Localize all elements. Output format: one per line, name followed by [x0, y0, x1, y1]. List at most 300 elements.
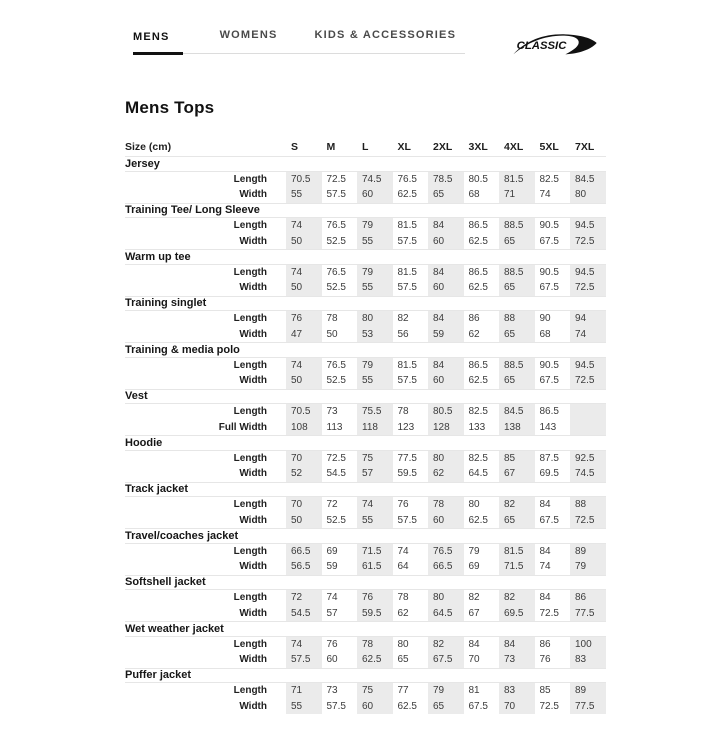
- measure-value: 72.5: [539, 607, 559, 619]
- measure-value: 62.5: [397, 700, 417, 712]
- size-column-header: 7XL: [575, 140, 595, 153]
- measure-value: 94.5: [570, 358, 606, 374]
- measure-value: 84: [428, 358, 464, 374]
- measurement-row: [125, 187, 606, 203]
- measurement-row: [125, 404, 606, 420]
- measure-value: 57.5: [286, 652, 322, 668]
- table-header-row: [125, 137, 606, 156]
- measure-value: 84: [428, 311, 464, 327]
- category-name: Track jacket: [125, 483, 188, 496]
- measure-value: 90: [539, 313, 551, 325]
- measure-value: 94: [570, 311, 606, 327]
- measure-value: 74: [539, 561, 551, 573]
- measure-value: 47: [286, 327, 322, 343]
- measure-value: 57.5: [397, 375, 417, 387]
- category-name: Wet weather jacket: [125, 622, 224, 635]
- measure-value: 88.5: [499, 358, 535, 374]
- measure-value: 74.5: [357, 172, 393, 188]
- measure-value: 57.5: [397, 514, 417, 526]
- measure-value: 52.5: [326, 282, 346, 294]
- measure-value: 68: [539, 328, 551, 340]
- measure-value: 66.5: [286, 544, 322, 560]
- measure-value: 138: [499, 420, 535, 436]
- measure-value: 81.5: [397, 359, 417, 371]
- measure-value: 92.5: [570, 451, 606, 467]
- measure-value: 60: [428, 513, 464, 529]
- measure-value: 90.5: [539, 266, 559, 278]
- measure-value: 76.5: [326, 266, 346, 278]
- size-column-header: L: [362, 140, 369, 153]
- measure-value: 65: [428, 187, 464, 203]
- measure-value: 67: [468, 607, 480, 619]
- measure-value: 80: [357, 311, 393, 327]
- measure-value: 80: [468, 499, 480, 511]
- measure-value: 59: [428, 327, 464, 343]
- measure-value: 133: [468, 421, 486, 433]
- category-name: Training & media polo: [125, 343, 240, 356]
- measure-value: 72: [286, 590, 322, 606]
- category-row: [125, 668, 606, 684]
- measure-label: Full Width: [218, 421, 267, 433]
- measure-value: [570, 404, 606, 420]
- category-row: [125, 575, 606, 591]
- category-name: Warm up tee: [125, 250, 191, 263]
- category-row: [125, 528, 606, 544]
- measurement-row: [125, 637, 606, 653]
- measure-value: 57: [357, 466, 393, 482]
- measure-value: 128: [428, 420, 464, 436]
- measure-value: 71.5: [499, 559, 535, 575]
- measure-value: 77.5: [570, 606, 606, 622]
- measure-label: Length: [233, 452, 267, 464]
- measure-value: 73: [326, 406, 338, 418]
- measure-value: 81.5: [499, 172, 535, 188]
- measure-value: 74: [286, 637, 322, 653]
- measure-value: 78: [357, 637, 393, 653]
- size-column-header: 2XL: [433, 140, 453, 153]
- measure-label: Length: [233, 685, 267, 697]
- measure-value: 67.5: [428, 652, 464, 668]
- measure-value: 66.5: [428, 559, 464, 575]
- measure-value: 74: [570, 327, 606, 343]
- measure-value: 60: [428, 373, 464, 389]
- measure-value: 82: [499, 497, 535, 513]
- category-row: [125, 156, 606, 172]
- size-table: [125, 137, 606, 714]
- measure-value: 76: [357, 590, 393, 606]
- measurement-row: [125, 373, 606, 389]
- measure-value: 67.5: [539, 514, 559, 526]
- measure-value: 81.5: [397, 220, 417, 232]
- measurement-row: [125, 513, 606, 529]
- measure-value: 52: [286, 466, 322, 482]
- measure-value: 78.5: [428, 172, 464, 188]
- measure-value: 70: [286, 497, 322, 513]
- measure-value: 100: [570, 637, 606, 653]
- measure-value: 62.5: [468, 282, 488, 294]
- measure-value: 143: [539, 421, 557, 433]
- category-name: Vest: [125, 390, 148, 403]
- measure-value: 60: [357, 699, 393, 715]
- measure-value: 86: [539, 638, 551, 650]
- measure-value: 87.5: [539, 452, 559, 464]
- measure-value: 59.5: [357, 606, 393, 622]
- measure-value: 69.5: [499, 606, 535, 622]
- measure-value: 84: [539, 592, 551, 604]
- measure-value: 76: [286, 311, 322, 327]
- measurement-row: [125, 497, 606, 513]
- measure-value: 62: [468, 328, 480, 340]
- measure-value: 82: [468, 592, 480, 604]
- measure-value: 79: [357, 265, 393, 281]
- measure-value: 85: [539, 685, 551, 697]
- measure-value: 60: [357, 187, 393, 203]
- measure-value: 86.5: [539, 406, 559, 418]
- measure-label: Length: [233, 220, 267, 232]
- measure-value: 60: [428, 234, 464, 250]
- measure-value: 68: [468, 189, 480, 201]
- measure-value: 88.5: [499, 265, 535, 281]
- measure-value: 81.5: [499, 544, 535, 560]
- measure-value: 86: [570, 590, 606, 606]
- category-row: [125, 296, 606, 312]
- measure-value: 59.5: [397, 468, 417, 480]
- category-name: Training singlet: [125, 297, 207, 310]
- measure-value: 118: [357, 420, 393, 436]
- measurement-row: [125, 652, 606, 668]
- measure-value: 70: [468, 654, 480, 666]
- measure-value: 83: [499, 683, 535, 699]
- measure-value: 94.5: [570, 265, 606, 281]
- measure-value: 67.5: [539, 282, 559, 294]
- measure-label: Length: [233, 266, 267, 278]
- measure-value: 69.5: [539, 468, 559, 480]
- measure-value: 123: [397, 421, 415, 433]
- measure-value: 72.5: [570, 234, 606, 250]
- measurement-row: [125, 327, 606, 343]
- measurement-row: [125, 234, 606, 250]
- measure-value: 65: [499, 280, 535, 296]
- measure-value: 74: [539, 189, 551, 201]
- measure-value: 72.5: [570, 513, 606, 529]
- measurement-row: [125, 544, 606, 560]
- measurement-row: [125, 559, 606, 575]
- measure-value: 86.5: [468, 266, 488, 278]
- measure-value: 81: [468, 685, 480, 697]
- measure-value: 71: [499, 187, 535, 203]
- measure-value: 72.5: [570, 373, 606, 389]
- measure-value: 75: [357, 683, 393, 699]
- measure-value: 59: [326, 561, 338, 573]
- measure-value: 84: [539, 545, 551, 557]
- measurement-row: [125, 358, 606, 374]
- measure-value: 52.5: [326, 375, 346, 387]
- measure-value: 69: [468, 561, 480, 573]
- measure-value: 52.5: [326, 235, 346, 247]
- measure-value: 72: [326, 499, 338, 511]
- measure-value: 74: [397, 545, 409, 557]
- measure-label: Length: [233, 638, 267, 650]
- measure-value: 62: [397, 607, 409, 619]
- measure-value: 80: [428, 590, 464, 606]
- measure-value: 75: [357, 451, 393, 467]
- measure-value: 74: [286, 358, 322, 374]
- tab-womens[interactable]: WOMENS: [219, 29, 278, 41]
- measure-value: 52.5: [326, 514, 346, 526]
- measure-value: 57.5: [397, 282, 417, 294]
- measure-value: 82: [428, 637, 464, 653]
- measure-value: 85: [499, 451, 535, 467]
- size-column-header: 5XL: [539, 140, 559, 153]
- measurement-row: [125, 683, 606, 699]
- measurement-row: [125, 172, 606, 188]
- measure-value: 82: [397, 313, 409, 325]
- measure-label: Length: [233, 545, 267, 557]
- measure-label: Width: [239, 700, 267, 712]
- category-name: Hoodie: [125, 436, 163, 449]
- measure-value: 55: [286, 187, 322, 203]
- measure-label: Width: [239, 607, 267, 619]
- measure-value: 62.5: [397, 189, 417, 201]
- measure-value: 80: [428, 451, 464, 467]
- measure-value: 76: [397, 499, 409, 511]
- measure-label: Width: [239, 189, 267, 201]
- measure-value: 79: [468, 545, 480, 557]
- measure-value: 65: [428, 699, 464, 715]
- page-title: Mens Tops: [125, 98, 215, 117]
- measure-value: 89: [570, 544, 606, 560]
- measure-value: 72.5: [326, 452, 346, 464]
- measure-value: 88: [570, 497, 606, 513]
- measure-value: 83: [570, 652, 606, 668]
- measure-value: 72.5: [326, 173, 346, 185]
- measure-value: 84: [428, 265, 464, 281]
- measure-value: 76.5: [428, 544, 464, 560]
- category-row: [125, 621, 606, 637]
- measure-value: 80.5: [468, 173, 488, 185]
- measure-value: 61.5: [357, 559, 393, 575]
- measurement-row: [125, 280, 606, 296]
- measure-value: 79: [570, 559, 606, 575]
- measure-value: 67.5: [539, 375, 559, 387]
- measure-value: 84: [539, 499, 551, 511]
- measure-value: 64.5: [468, 468, 488, 480]
- measure-label: Width: [239, 654, 267, 666]
- measure-value: 70: [499, 699, 535, 715]
- measure-value: 65: [499, 327, 535, 343]
- measure-value: 108: [286, 420, 322, 436]
- measure-value: 82.5: [539, 173, 559, 185]
- measure-value: 73: [326, 685, 338, 697]
- measure-value: 57.5: [397, 235, 417, 247]
- measure-value: 55: [357, 234, 393, 250]
- measure-value: 79: [357, 218, 393, 234]
- category-row: [125, 435, 606, 451]
- category-row: [125, 389, 606, 405]
- measure-value: 89: [570, 683, 606, 699]
- measure-value: 84: [499, 637, 535, 653]
- measure-value: 90.5: [539, 359, 559, 371]
- category-name: Puffer jacket: [125, 669, 192, 682]
- category-row: [125, 342, 606, 358]
- measure-label: Length: [233, 359, 267, 371]
- measure-value: 88: [499, 311, 535, 327]
- measure-value: 78: [428, 497, 464, 513]
- measure-value: 79: [428, 683, 464, 699]
- measure-value: 62.5: [468, 514, 488, 526]
- measure-value: 84.5: [570, 172, 606, 188]
- measure-value: 81.5: [397, 266, 417, 278]
- measure-value: 86: [468, 313, 480, 325]
- measure-value: 80: [397, 638, 409, 650]
- measure-value: 69: [326, 545, 338, 557]
- measure-value: 80: [570, 187, 606, 203]
- measure-value: 56.5: [286, 559, 322, 575]
- measure-value: 71: [286, 683, 322, 699]
- measure-value: 57.5: [326, 189, 346, 201]
- category-row: [125, 203, 606, 219]
- size-column-header: 3XL: [468, 140, 488, 153]
- measure-value: 62.5: [468, 375, 488, 387]
- measure-value: 80.5: [428, 404, 464, 420]
- measure-value: 70: [286, 451, 322, 467]
- measure-label: Width: [239, 561, 267, 573]
- measure-value: 67.5: [539, 235, 559, 247]
- measure-value: 65: [499, 373, 535, 389]
- measure-value: 84: [468, 638, 480, 650]
- measurement-row: [125, 420, 606, 436]
- measure-value: 84: [428, 218, 464, 234]
- measure-value: 74.5: [570, 466, 606, 482]
- measure-value: 50: [326, 328, 338, 340]
- measure-value: 77: [397, 685, 409, 697]
- measure-value: 70.5: [286, 172, 322, 188]
- measure-value: 79: [357, 358, 393, 374]
- category-name: Training Tee/ Long Sleeve: [125, 204, 260, 217]
- measure-value: 71.5: [357, 544, 393, 560]
- measure-value: 56: [397, 328, 409, 340]
- size-column-header: M: [326, 140, 336, 153]
- measure-value: 76: [539, 654, 551, 666]
- measurement-row: [125, 699, 606, 715]
- measure-value: 57.5: [326, 700, 346, 712]
- measure-value: 74: [326, 592, 338, 604]
- measure-value: 82.5: [468, 452, 488, 464]
- category-name: Softshell jacket: [125, 576, 206, 589]
- size-column-header: XL: [397, 140, 411, 153]
- measure-value: 55: [286, 699, 322, 715]
- measure-value: 94.5: [570, 218, 606, 234]
- measure-label: Width: [239, 375, 267, 387]
- measure-label: Length: [233, 592, 267, 604]
- size-column-header: S: [291, 140, 299, 153]
- measure-value: 86.5: [468, 220, 488, 232]
- measure-label: Length: [233, 406, 267, 418]
- measure-value: 75.5: [357, 404, 393, 420]
- measure-value: 74: [357, 497, 393, 513]
- measure-value: 54.5: [326, 468, 346, 480]
- header: [133, 27, 600, 62]
- measure-value: 55: [357, 280, 393, 296]
- measure-value: 50: [286, 373, 322, 389]
- measure-label: Width: [239, 468, 267, 480]
- measure-label: Length: [233, 173, 267, 185]
- measure-value: 90.5: [539, 220, 559, 232]
- measure-value: 78: [397, 406, 409, 418]
- measure-label: Width: [239, 235, 267, 247]
- measure-value: [570, 420, 606, 436]
- category-tabs: [133, 27, 465, 54]
- measure-value: 76.5: [326, 359, 346, 371]
- measure-value: 77.5: [570, 699, 606, 715]
- measure-label: Width: [239, 282, 267, 294]
- measure-label: Length: [233, 313, 267, 325]
- measure-value: 74: [286, 218, 322, 234]
- measurement-row: [125, 265, 606, 281]
- measure-label: Width: [239, 514, 267, 526]
- measure-value: 54.5: [286, 606, 322, 622]
- measure-value: 84.5: [499, 404, 535, 420]
- tab-kids-accessories[interactable]: KIDS & ACCESSORIES: [314, 29, 457, 41]
- measure-value: 53: [357, 327, 393, 343]
- classic-swoosh-icon: [512, 29, 600, 57]
- measure-value: 76.5: [326, 220, 346, 232]
- measure-label: Length: [233, 499, 267, 511]
- measure-value: 70.5: [286, 404, 322, 420]
- size-unit-label: Size (cm): [125, 140, 172, 153]
- measure-value: 67: [499, 466, 535, 482]
- category-name: Jersey: [125, 157, 160, 170]
- measure-value: 65: [397, 654, 409, 666]
- measure-value: 82.5: [468, 406, 488, 418]
- category-row: [125, 249, 606, 265]
- measure-value: 76.5: [397, 173, 417, 185]
- measure-value: 60: [428, 280, 464, 296]
- measure-value: 50: [286, 280, 322, 296]
- measure-value: 67.5: [468, 700, 488, 712]
- measure-value: 62.5: [468, 235, 488, 247]
- measurement-row: [125, 606, 606, 622]
- category-name: Travel/coaches jacket: [125, 529, 239, 542]
- tab-mens[interactable]: MENS: [133, 29, 183, 55]
- classic-logo: [512, 29, 600, 62]
- measure-value: 62.5: [357, 652, 393, 668]
- measurement-row: [125, 218, 606, 234]
- measure-value: 55: [357, 373, 393, 389]
- measurement-row: [125, 466, 606, 482]
- measure-value: 55: [357, 513, 393, 529]
- measure-value: 113: [326, 421, 343, 433]
- measurement-row: [125, 311, 606, 327]
- measure-value: 65: [499, 234, 535, 250]
- measure-value: 76: [326, 638, 338, 650]
- measure-value: 57: [326, 607, 338, 619]
- measure-value: 64.5: [428, 606, 464, 622]
- measure-value: 82: [499, 590, 535, 606]
- measurement-row: [125, 451, 606, 467]
- measure-value: 72.5: [539, 700, 559, 712]
- size-guide-page: [0, 27, 720, 714]
- category-row: [125, 482, 606, 498]
- measure-value: 62: [428, 466, 464, 482]
- measure-value: 78: [326, 313, 338, 325]
- measure-value: 64: [397, 561, 409, 573]
- measure-value: 74: [286, 265, 322, 281]
- measure-value: 78: [397, 592, 409, 604]
- measure-value: 77.5: [397, 452, 417, 464]
- measure-value: 73: [499, 652, 535, 668]
- measurement-row: [125, 590, 606, 606]
